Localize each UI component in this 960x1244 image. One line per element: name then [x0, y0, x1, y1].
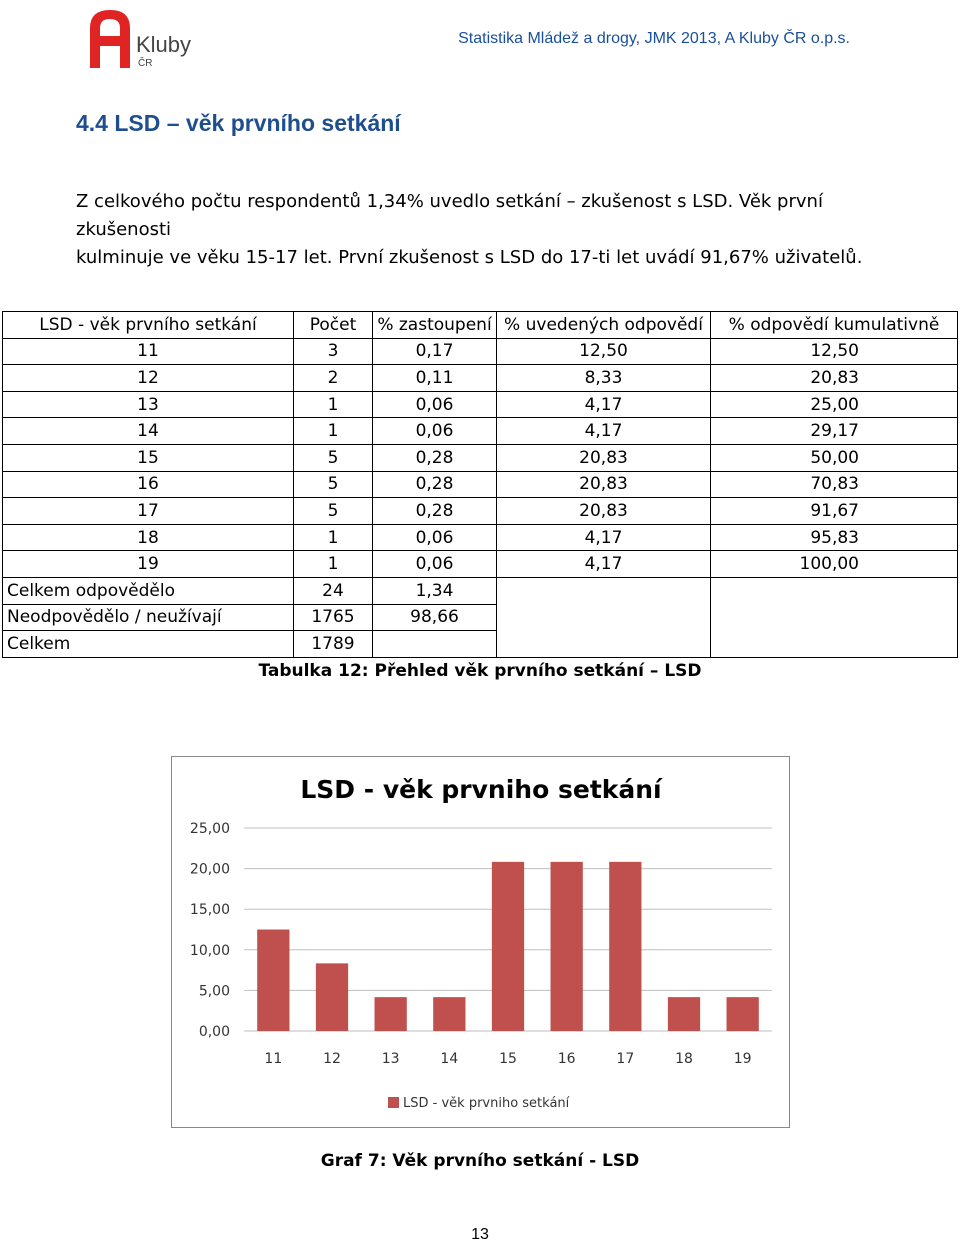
bar [433, 997, 465, 1031]
cell-cumulative: 95,83 [711, 524, 958, 551]
x-tick-label: 12 [323, 1051, 341, 1067]
cell-count: 1 [294, 418, 373, 445]
y-tick-label: 0,00 [198, 1024, 230, 1040]
y-tick-label: 15,00 [189, 902, 230, 919]
summary-row [3, 604, 958, 631]
cell-share: 0,06 [373, 524, 497, 551]
legend-swatch [388, 1097, 399, 1108]
bar [727, 997, 759, 1031]
summary-label: Celkem odpovědělo [3, 577, 294, 604]
cell-age: 15 [3, 444, 294, 471]
cell-answers: 20,83 [497, 471, 711, 498]
cell-age: 13 [3, 391, 294, 418]
cell-share: 0,06 [373, 391, 497, 418]
summary-share: 1,34 [373, 577, 497, 604]
cell-answers: 20,83 [497, 444, 711, 471]
cell-cumulative: 29,17 [711, 418, 958, 445]
x-tick-label: 11 [264, 1051, 283, 1067]
bar [375, 997, 407, 1031]
cell-share: 0,28 [373, 471, 497, 498]
intro-paragraph [76, 188, 886, 272]
x-tick-label: 17 [616, 1051, 635, 1067]
col-header: Počet [294, 312, 373, 339]
cell-count: 1 [294, 551, 373, 578]
cell-cumulative: 91,67 [711, 498, 958, 525]
bar [492, 862, 524, 1031]
empty-cell [711, 631, 958, 658]
cell-age: 16 [3, 471, 294, 498]
cell-share: 0,06 [373, 551, 497, 578]
y-tick-label: 5,00 [198, 983, 230, 1000]
page-number: 13 [471, 1226, 489, 1243]
y-tick-label: 25,00 [189, 821, 230, 837]
table-header-row [3, 312, 958, 339]
col-header: % uvedených odpovědí [497, 312, 711, 339]
y-tick-label: 10,00 [189, 942, 230, 959]
table-caption: Tabulka 12: Přehled věk prvního setkání – LSD [258, 661, 702, 681]
a-kluby-logo [84, 6, 214, 74]
col-header: % zastoupení [373, 312, 497, 339]
cell-age: 14 [3, 418, 294, 445]
cell-share: 0,28 [373, 444, 497, 471]
col-header: LSD - věk prvního setkání [3, 312, 294, 339]
cell-answers: 8,33 [497, 365, 711, 392]
chart-canvas [172, 757, 791, 1129]
empty-cell [711, 577, 958, 604]
cell-count: 1 [294, 391, 373, 418]
summary-row [3, 577, 958, 604]
summary-row [3, 631, 958, 658]
bar [668, 997, 700, 1031]
bar [257, 930, 289, 1032]
cell-age: 11 [3, 338, 294, 365]
document-header: Statistika Mládež a drogy, JMK 2013, A Kluby ČR o.p.s. [458, 30, 850, 47]
cell-age: 19 [3, 551, 294, 578]
col-header: % odpovědí kumulativně [711, 312, 958, 339]
cell-count: 5 [294, 498, 373, 525]
logo-text: Kluby [136, 32, 192, 57]
logo-subtext: ČR [138, 58, 153, 69]
cell-share: 0,28 [373, 498, 497, 525]
intro-line: Z celkového počtu respondentů 1,34% uvedlo setkání – zkušenost s LSD. Věk první zkušenosti [76, 191, 823, 240]
table-row [3, 418, 958, 445]
cell-count: 3 [294, 338, 373, 365]
summary-label: Neodpovědělo / neužívají [3, 604, 294, 631]
cell-age: 18 [3, 524, 294, 551]
summary-share: 98,66 [373, 604, 497, 631]
table-row [3, 391, 958, 418]
summary-count: 1765 [294, 604, 373, 631]
lsd-age-chart [171, 756, 790, 1128]
empty-cell [497, 604, 711, 631]
table-row [3, 471, 958, 498]
x-tick-label: 18 [675, 1051, 693, 1067]
x-tick-label: 14 [440, 1051, 459, 1067]
table-row [3, 524, 958, 551]
table-row [3, 444, 958, 471]
cell-cumulative: 25,00 [711, 391, 958, 418]
x-tick-label: 16 [557, 1051, 576, 1067]
x-tick-label: 15 [499, 1051, 517, 1067]
table-row [3, 365, 958, 392]
x-tick-label: 19 [733, 1051, 752, 1067]
cell-count: 5 [294, 471, 373, 498]
cell-answers: 4,17 [497, 524, 711, 551]
summary-label: Celkem [3, 631, 294, 658]
intro-line: kulminuje ve věku 15-17 let. První zkušenost s LSD do 17-ti let uvádí 91,67% uživatelů. [76, 247, 863, 268]
cell-count: 1 [294, 524, 373, 551]
empty-cell [711, 604, 958, 631]
x-tick-label: 13 [381, 1051, 400, 1067]
cell-answers: 4,17 [497, 418, 711, 445]
cell-count: 5 [294, 444, 373, 471]
table-row [3, 551, 958, 578]
legend-label: LSD - věk prvniho setkání [403, 1096, 570, 1111]
bar [551, 862, 583, 1031]
cell-share: 0,06 [373, 418, 497, 445]
empty-cell [497, 631, 711, 658]
cell-cumulative: 100,00 [711, 551, 958, 578]
cell-cumulative: 20,83 [711, 365, 958, 392]
summary-count: 1789 [294, 631, 373, 658]
y-tick-label: 20,00 [189, 861, 230, 878]
chart-caption: Graf 7: Věk prvního setkání - LSD [320, 1151, 640, 1171]
lsd-age-table [2, 311, 958, 658]
cell-answers: 20,83 [497, 498, 711, 525]
cell-age: 17 [3, 498, 294, 525]
empty-cell [497, 577, 711, 604]
bar [316, 963, 348, 1031]
chart-title: LSD - věk prvniho setkání [300, 775, 662, 804]
table-row [3, 338, 958, 365]
cell-age: 12 [3, 365, 294, 392]
summary-count: 24 [294, 577, 373, 604]
cell-share: 0,11 [373, 365, 497, 392]
cell-cumulative: 70,83 [711, 471, 958, 498]
cell-count: 2 [294, 365, 373, 392]
cell-answers: 12,50 [497, 338, 711, 365]
section-title: 4.4 LSD – věk prvního setkání [76, 110, 401, 136]
bar [609, 862, 641, 1031]
cell-cumulative: 12,50 [711, 338, 958, 365]
summary-share [373, 631, 497, 658]
cell-answers: 4,17 [497, 551, 711, 578]
table-row [3, 498, 958, 525]
cell-cumulative: 50,00 [711, 444, 958, 471]
cell-share: 0,17 [373, 338, 497, 365]
cell-answers: 4,17 [497, 391, 711, 418]
